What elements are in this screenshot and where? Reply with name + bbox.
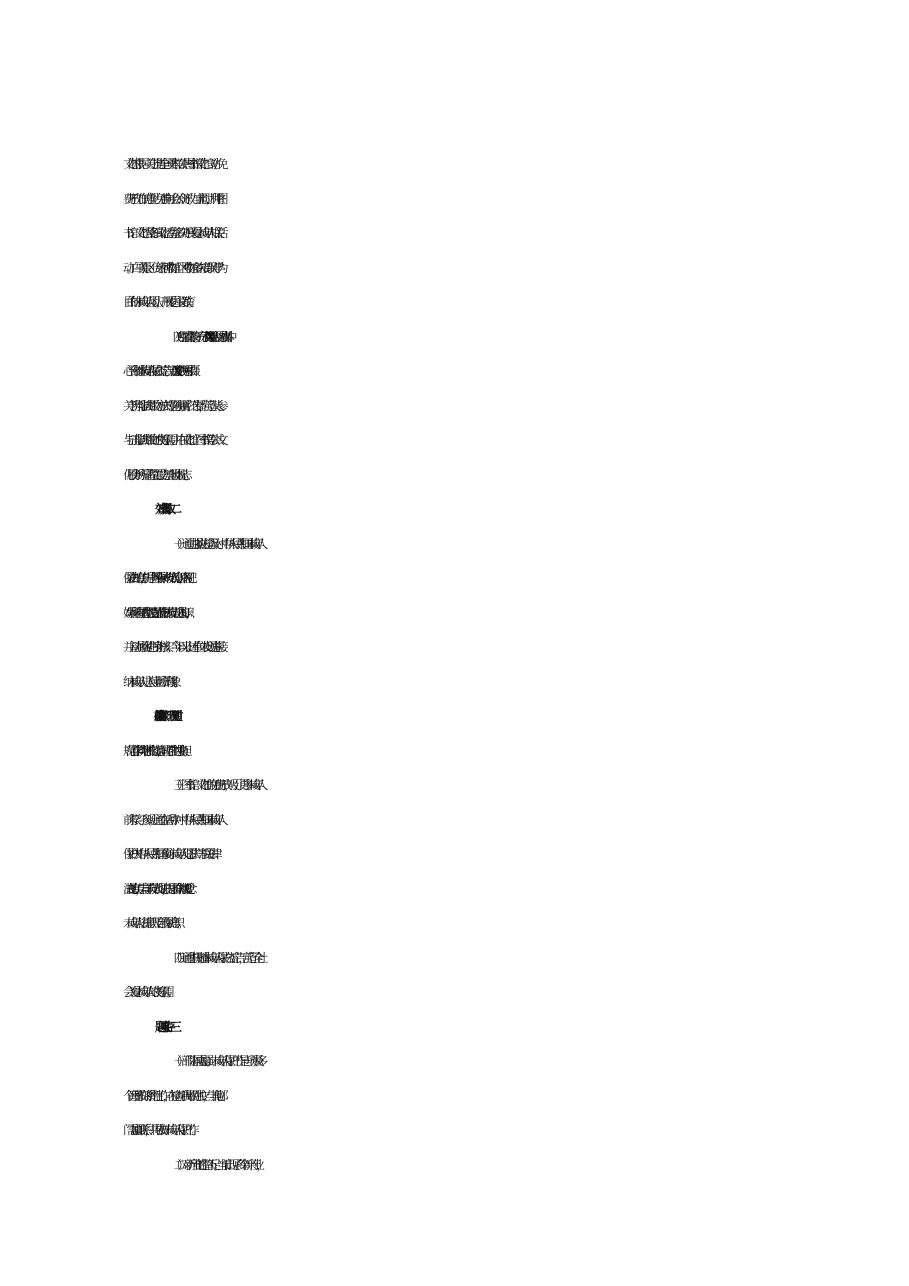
- body-text-line: 动。白马关景区、庞统祠博物馆、区博物馆多次接待以研学为: [123, 261, 221, 275]
- body-text-line: （一）通过加强执法检查及对《中华人民共和国未成年人: [170, 537, 261, 551]
- body-text-line: 书馆、文化馆及各镇文化活动室多次开展关爱未成年人相关活: [123, 226, 221, 240]
- body-text-line: 纳未成年人进入营业场所的现象。: [123, 675, 178, 689]
- body-text-line: 规范了非学科类培训机构的运营，减轻了学生的课业负担。: [123, 744, 186, 758]
- body-text-line: 与打击非法出版物的良好氛围。并在文化馆、图书馆等公共文: [123, 433, 221, 447]
- body-text-line: 保护法》《中华人民共和国预防未成年人犯罪法》等相关法律: [123, 847, 215, 861]
- body-text-line: 娱乐场所均在显著位置设置禁止或限制未成年人进入的标识，: [123, 606, 188, 620]
- body-text-line: （三）图书馆、文化馆的免费开放，吸引了更多未成年人: [170, 778, 261, 792]
- section-heading: [170, 1008, 909, 1046]
- section-heading: [170, 490, 909, 528]
- body-text-line: 前来学习、参观。通过在活动中对《中华人民共和国未成年人: [123, 813, 221, 827]
- body-text-line: 心平台刊播未成年人保护公益广告。通过XX文旅视频号拍摄: [123, 364, 192, 378]
- body-text-line: （二）对新产业的监管不足。当前出现了多个新兴产业，: [170, 1158, 261, 1172]
- body-text-line: 并主动对顾客进行身份核实。今年以来上述单位未发现违规接: [123, 640, 221, 654]
- body-text-line: 保护法》的宣传，提升了各场所保护未成年人的意识，各网吧、: [123, 571, 191, 585]
- body-text-line: 未成年人法律意识及自我保护意识。: [123, 916, 181, 930]
- body-text-line: 门需加强联系，共同做好未成年人保护工作。: [123, 1123, 196, 1137]
- body-text-line: 个管理部门的系统性工作，在检查中我局相对独立，与其他部: [123, 1089, 221, 1103]
- body-text-line: 化服务场所显著位置设立禁止吸烟标志。: [123, 468, 188, 482]
- body-text-line: （四）加强宣传教育。充分利用XX电视台及区融媒体中: [170, 330, 229, 344]
- body-text-line: （一）部门协同需加强。未成年人保护工作是一项涉及多: [170, 1054, 261, 1068]
- body-text-line: （四）通过积极刊播未成年人保护公益广告，营造了全社: [170, 951, 261, 965]
- body-text-line: 文化馆根据《关于推进全国美术馆公共图书馆文化馆（站）免: [123, 157, 221, 171]
- body-text-line: [170, 697, 909, 735]
- body-text-line: 会关爱未成年人的良好氛围。: [123, 985, 170, 999]
- body-text-line: 费开放工作的意见》免费向社会公众开放。与此同时，利用图: [123, 192, 221, 206]
- body-text-line: 法规的宣传，丰富了未成年人的见识，提升了群众的法律观念、: [123, 882, 191, 896]
- body-text-line: 关于辨别非法出版物方法的专题视频并广泛传播，营造人人参: [123, 399, 221, 413]
- body-text-line: 目的的未成年人团队，开展爱国主义教育。: [123, 295, 192, 309]
